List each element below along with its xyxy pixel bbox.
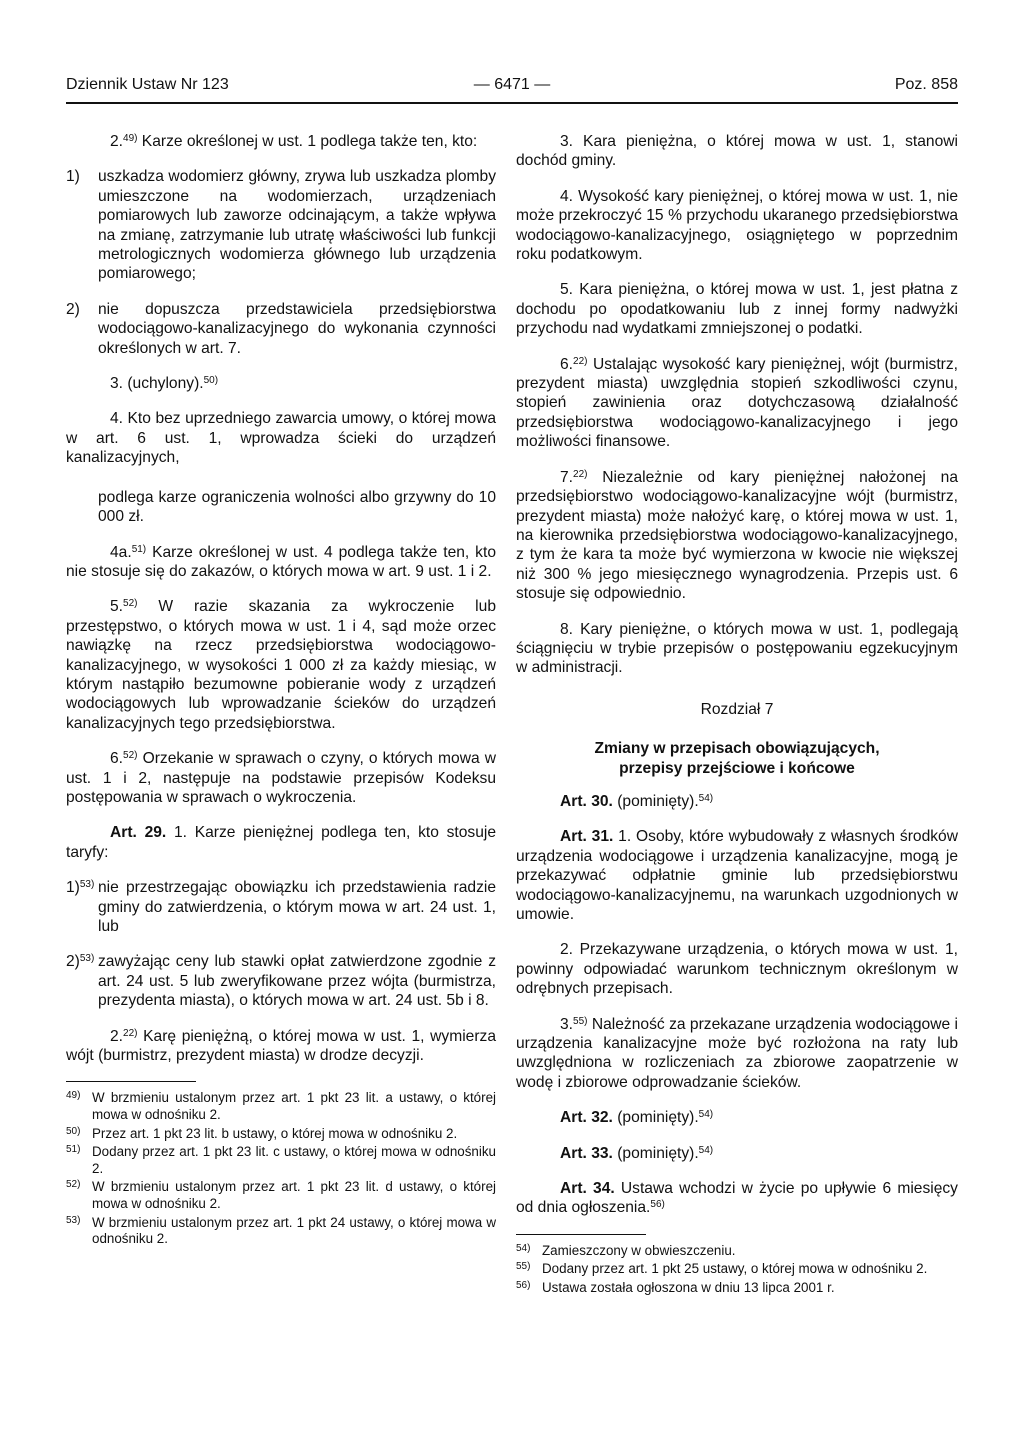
footnote: 51) Dodany przez art. 1 pkt 23 lit. c ustawy, o której mowa w odnośniku 2. [66,1144,496,1176]
article-31: Art. 31. 1. Osoby, które wybudowały z własnych środków urządzenia wodociągowe i urządzenia kanalizacyjne, mogą je przekazywać odpłatnie gminie lub przedsiębiorstwu wodociągowo-kanalizacyjnemu, na warunkach uzgodnionych w umowie. [516,828,958,923]
footnotes-left [66,1090,496,1247]
footnote: 50) Przez art. 1 pkt 23 lit. b ustawy, o której mowa w odnośniku 2. [66,1125,458,1141]
paragraph-4-right: 4. Wysokość kary pieniężnej, o której mowa w ust. 1, nie może przekroczyć 15 % przychodu ukaranego przedsiębiorstwa wodociągowo-kanalizacyjnego, osiągniętego w poprzednim roku podatkowym. [516,187,958,264]
paragraph-5: 5.$^{52)}$ W razie skazania za wykroczenie lub przestępstwo, o których mowa w ust. 1 i 4, sąd może orzec nawiązkę na rzecz przedsiębiorstwa wodociągowo-kanalizacyjnego, w wysokości 1 000 zł za każdy miesiąc, w którym nastąpiło bezumowne pobieranie wody z urządzeń wodociągowych lub wprowadzanie ścieków do urządzeń kanalizacyjnych tego przedsiębiorstwa. [66,598,496,732]
footnote-divider [516,1234,646,1235]
paragraph-3: 3. (uchylony).$^{50)}$ [110,375,219,393]
paragraph-2: 2.$^{49)}$ Karze określonej w ust. 1 podlega także ten, kto: [110,133,478,150]
footnote: 54) Zamieszczony w obwieszczeniu. [516,1242,736,1258]
paragraph-7-right: 7.$^{22)}$ Niezależnie od kary pieniężnej nałożonej na przedsiębiorstwo wodociągowo-kanalizacyjne wójt (burmistrz, prezydent miasta) może nałożyć karę, o której mowa w ust. 1, na kierownika przedsiębiorstwa wodociągowo-kanalizacyjnego, z tym że kara ta może być wymierzona w kwocie nie większej niż 300 % jego miesięcznego wynagrodzenia. Przepis ust. 6 stosuje się odpowiednio. [516,468,958,603]
left-column [66,132,496,1250]
paragraph-4a: 4a.$^{51)}$ Karze określonej w ust. 4 podlega także ten, kto nie stosuje się do zakazów, o których mowa w art. 9 ust. 1 i 2. [66,543,496,580]
header-divider [66,102,958,104]
page-header [66,76,958,98]
footnote: 52) W brzmieniu ustalonym przez art. 1 pkt 23 lit. d ustawy, o której mowa w odnośniku 2. [66,1179,496,1211]
list-item-1: 1) uszkadza wodomierz główny, zrywa lub uszkadza plomby umieszczone na wodomierzach, urządzeniach pomiarowych lub zaworze odcinającym, a także wpływa na zmianę, zatrzymanie lub utratę właściwości lub funkcji metrologicznych wodomierza głównego lub urządzenia pomiarowego; [66,168,496,283]
journal-title: Dziennik Ustaw Nr 123 [66,76,229,93]
article-32: Art. 32. (pominięty).$^{54)}$ [560,1109,714,1127]
footnote-divider [66,1081,196,1082]
position-number: Poz. 858 [894,76,958,93]
article-29: Art. 29. 1. Karze pieniężnej podlega ten, kto stosuje taryfy: [66,824,496,861]
footnote: 55) Dodany przez art. 1 pkt 25 ustawy, o której mowa w odnośniku 2. [516,1261,928,1277]
chapter-number: Rozdział 7 [700,700,774,718]
penalty-clause: podlega karze ograniczenia wolności albo grzywny do 10 000 zł. [98,488,496,526]
footnote: 53) W brzmieniu ustalonym przez art. 1 pkt 24 ustawy, o której mowa w odnośniku 2. [66,1214,496,1247]
article-33: Art. 33. (pominięty).$^{54)}$ [560,1144,714,1162]
paragraph-6: 6.$^{52)}$ Orzekanie w sprawach o czyny, o których mowa w ust. 1 i 2, następuje na podstawie przepisów Kodeksu postępowania w sprawach o wykroczenia. [66,750,496,806]
footnotes-right [516,1243,958,1297]
right-column [516,132,958,1299]
footnote: 56) Ustawa została ogłoszona w dniu 13 lipca 2001 r. [516,1280,835,1296]
chapter-title: Zmiany w przepisach obowiązujących, przepisy przejściowe i końcowe [594,740,880,777]
paragraph-6-right: 6.$^{22)}$ Ustalając wysokość kary pieniężnej, wójt (burmistrz, prezydent miasta) uwzględnia stopień szkodliwości czynu, stopień zawinienia oraz dotychczasową działalność przedsiębiorstwa wodociągowo-kanalizacyjnego i jego możliwości finansowe. [516,355,958,451]
page-number: — 6471 — [473,76,551,93]
article-29-paragraph-2: 2.$^{22)}$ Karę pieniężną, o której mowa w ust. 1, wymierza wójt (burmistrz, prezydent miasta) w drodze decyzji. [66,1027,496,1065]
article-31-paragraph-3: 3.$^{55)}$ Należność za przekazane urządzenia wodociągowe i urządzenia kanalizacyjne może być rozłożona na raty lub uwzględniona w rozliczeniach za zbiorowe zaopatrzenie w wodę i zbiorowe odprowadzanie ścieków. [516,1015,958,1091]
paragraph-5-right: 5. Kara pieniężna, o której mowa w ust. 1, jest płatna z dochodu po opodatkowaniu lub z innej formy nadwyżki przychodu nad wydatkami zmniejszonej o podatki. [516,281,958,338]
tariff-item-1: 1)$^{53)}$ nie przestrzegając obowiązku ich przedstawienia radzie gminy do zatwierdzenia, o którym mowa w art. 24 ust. 1, lub [66,879,496,935]
article-31-paragraph-2: 2. Przekazywane urządzenia, o których mowa w ust. 1, powinny odpowiadać warunkom technicznym określonym w odrębnych przepisach. [516,941,958,998]
paragraph-3-right: 3. Kara pieniężna, o której mowa w ust. 1, stanowi dochód gminy. [516,133,958,170]
paragraph-8-right: 8. Kary pieniężne, o których mowa w ust. 1, podlegają ściągnięciu w trybie przepisów o postępowaniu egzekucyjnym w administracji. [516,620,958,677]
footnote: 49) W brzmieniu ustalonym przez art. 1 pkt 23 lit. a ustawy, o której mowa w odnośniku 2. [66,1090,496,1123]
article-34: Art. 34. Ustawa wchodzi w życie po upływie 6 miesięcy od dnia ogłoszenia.$^{56)}$ [516,1180,958,1217]
tariff-item-2: 2)$^{53)}$ zawyżając ceny lub stawki opłat zatwierdzone zgodnie z art. 24 ust. 5 lub zweryfikowane przez wójta (burmistrza, prezydenta miasta), o których mowa w art. 24 ust. 5b i 8. [66,953,496,1010]
paragraph-4: 4. Kto bez uprzedniego zawarcia umowy, o której mowa w art. 6 ust. 1, wprowadza ścieki do urządzeń kanalizacyjnych, [66,410,496,467]
list-item-2: 2) nie dopuszcza przedstawiciela przedsiębiorstwa wodociągowo-kanalizacyjnego do wykonania czynności określonych w art. 7. [66,300,496,357]
article-30: Art. 30. (pominięty).$^{54)}$ [560,792,714,810]
